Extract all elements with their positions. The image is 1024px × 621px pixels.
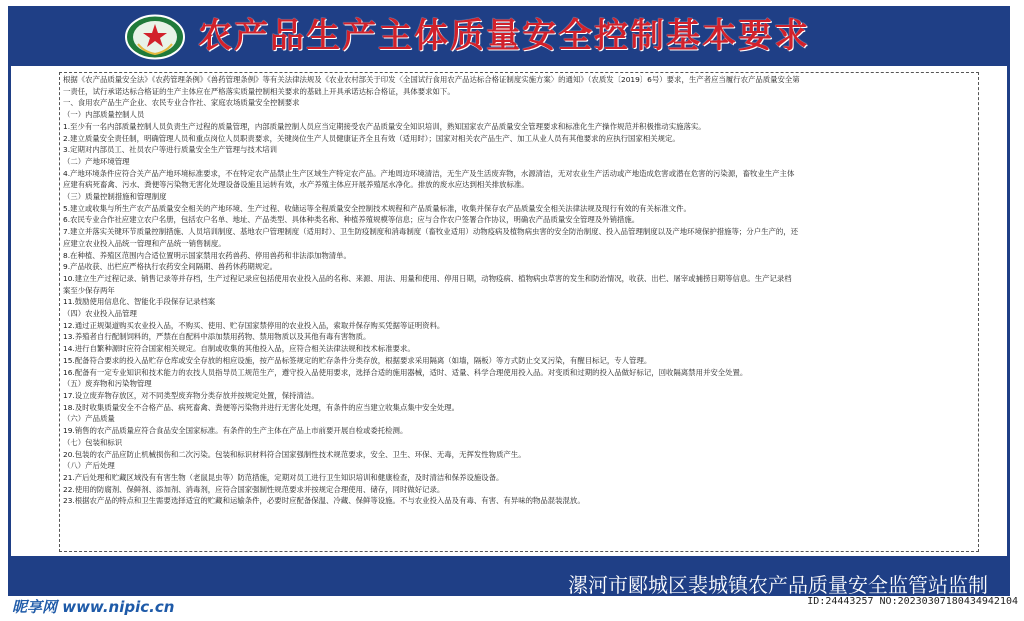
text-line: （四）农业投入品管理 (63, 309, 137, 319)
text-line: 应建立农业投入品统一管理和产品统一销售制度。 (63, 238, 226, 248)
text-line: 15.配备符合要求的投入品贮存仓库或安全存放的相应设施，按产品标签规定的贮存条件分类存放，根据要求采用隔离（如墙，隔板）等方式防止交叉污染，有醒目标记，专人管理。 (63, 355, 652, 365)
text-line: （八）产后处理 (63, 461, 115, 471)
text-line: （三）质量控制措施和管理制度 (63, 192, 167, 202)
footer-band (8, 556, 1010, 596)
text-line: 18.及时收集质量安全不合格产品、病死畜禽、粪便等污染物并进行无害化处理，有条件的应当建立收集点集中安全处理。 (63, 402, 460, 412)
text-line: 一、食用农产品生产企业、农民专业合作社、家庭农场质量安全控制要求 (63, 98, 300, 108)
text-line: 9.产品收获、出栏应严格执行农药安全间隔期、兽药休药期规定。 (63, 262, 277, 272)
text-line: 案至少保存两年 (63, 285, 115, 295)
text-line: 12.通过正规渠道购买农业投入品，不购买、使用、贮存国家禁停用的农业投入品，索取并保存购买凭据等证明资料。 (63, 320, 445, 330)
text-line: 14.进行自繁种源时应符合国家相关规定。自制或收集的其他投入品，应符合相关法律法规和技术标准要求。 (63, 344, 415, 354)
text-line: 一责任，试行承诺达标合格证的生产主体应在严格落实质量控制相关要求的基础上开具承诺达标合格证，具体要求如下。 (63, 86, 455, 96)
text-line: 20.包装的农产品应防止机械损伤和二次污染。包装和标识材料符合国家强制性技术规范要求，安全、卫生、环保、无毒，无挥发性物质产生。 (63, 449, 526, 459)
text-line: （一）内部质量控制人员 (63, 110, 145, 120)
page-title: 农产品生产主体质量安全控制基本要求 (198, 16, 810, 56)
text-line: 22.使用的防腐剂、保鲜剂、添加剂、消毒剂，应符合国家强制性规范要求并按规定合理使用、储存，同时做好记录。 (63, 484, 445, 494)
text-line: （七）包装和标识 (63, 437, 123, 447)
text-line: 1.至少有一名内部质量控制人员负责生产过程的质量管理，内部质量控制人员应当定期接受农产品质量安全知识培训，熟知国家农产品质量安全管理要求和标准化生产操作规范并积极推动实施落实。 (63, 121, 706, 131)
text-line: 16.配备有一定专业知识和技术能力的农技人员指导员工规范生产，遵守投入品使用要求，选择合适的施用器械，适时、适量、科学合理使用投入品。对变质和过期的投入品做好标记，回收隔离禁用并安全处置。 (63, 367, 748, 377)
text-line: 17.设立废弃物存放区，对不同类型废弃物分类存放并按规定处置，保持清洁。 (63, 390, 319, 400)
text-line: 13.养殖者自行配制饲料的，严禁在自配料中添加禁用药物、禁用物质以及其他有毒有害物质。 (63, 332, 371, 342)
text-line: 5.建立或收集与所生产农产品质量安全相关的产地环境、生产过程、收储运等全程质量安全控制技术规程和产品质量标准，收集并保存农产品质量安全相关法律法规及现行有效的有关标准文件。 (63, 203, 691, 213)
text-line: 7.建立并落实关键环节质量控制措施、人员培训制度、基地农户管理制度（适用时）、卫生防疫制度和消毒制度（畜牧业适用）动物疫病及植物病虫害的安全防治制度、投入品管理制度以及产地环境保护措施等；分户生产的，还 (63, 227, 799, 237)
watermark-id: ID:24443257 NO:20230307180434942104 (807, 596, 1018, 607)
header-band (8, 6, 1010, 66)
text-line: 19.销售的农产品质量应符合食品安全国家标准。有条件的生产主体在产品上市前要开展自检或委托检测。 (63, 426, 408, 436)
text-line: 4.产地环境条件应符合关产品产地环境标准要求，不在特定农产品禁止生产区域生产特定农产品。产地周边环境清洁，无生产及生活废弃物，水源清洁，无对农业生产活动或产地造成危害或潜在危害的污染源，畜牧业生产主体 (63, 168, 795, 178)
content-panel (11, 66, 1007, 556)
text-line: （六）产品质量 (63, 414, 115, 424)
agricultural-quality-emblem-icon (124, 14, 186, 60)
poster-board (8, 6, 1010, 596)
text-line: 应建有病死畜禽、污水、粪便等污染物无害化处理设备设施且运转有效，水产养殖主体应开展养殖尾水净化。排放的废水应达到相关排放标准。 (63, 180, 529, 190)
text-line: （二）产地环境管理 (63, 156, 130, 166)
text-line: 21.产后处理和贮藏区域没有有害生物（老鼠昆虫等）防范措施，定期对员工进行卫生知识培训和健康检查，及时清洁和保养设施设备。 (63, 472, 504, 482)
issuer-text: 漯河市郾城区裴城镇农产品质量安全监管站监制 (568, 573, 988, 597)
text-line: 11.鼓励使用信息化、智能化手段保存记录档案 (63, 297, 216, 307)
text-line: 3.定期对内部员工、社员农户等进行质量安全生产管理与技术培训 (63, 145, 277, 155)
watermark-logo: 昵享网 www.nipic.cn (12, 598, 175, 616)
text-line: 6.农民专业合作社应建立农户名册，包括农户名单、地址、产品类型、具体种类名称、种植养殖规模等信息；应与合作农户签署合作协议，明确农产品质量安全管理及外销措施。 (63, 215, 640, 225)
text-line: 23.根据农产品的特点和卫生需要选择适宜的贮藏和运输条件，必要时应配备保温、冷藏、保鲜等设施。不与农业投入品及有毒、有害、有异味的物品混装混放。 (63, 496, 585, 506)
text-line: （五）废弃物和污染物管理 (63, 379, 152, 389)
text-line: 2.建立质量安全责任制，明确管理人员和重点岗位人员职责要求，关键岗位生产人员健康证齐全且有效（适用时）；国家对相关农产品生产、加工从业人员有其他要求的应执行国家相关规定。 (63, 133, 680, 143)
text-line: 8.在种植、养殖区范围内合适位置明示国家禁用农药兽药、停用兽药和非法添加物清单。 (63, 250, 351, 260)
text-line: 根据《农产品质量安全法》《农药管理条例》《兽药管理条例》等有关法律法规及《农业农村部关于印发〈全国试行食用农产品达标合格证制度实施方案〉的通知》（农质发〔2019〕6号）要求，生产者应当履行农产品质量安全第 (63, 75, 800, 84)
text-line: 10.建立生产过程记录、销售记录等并存档，生产过程记录应包括使用农业投入品的名称、来源、用法、用量和使用、停用日期，动物疫病、植物病虫草害的发生和防治情况，收获、出栏、屠宰或捕捞日期等信息。生产记录档 (63, 273, 792, 283)
requirements-text (63, 74, 975, 507)
